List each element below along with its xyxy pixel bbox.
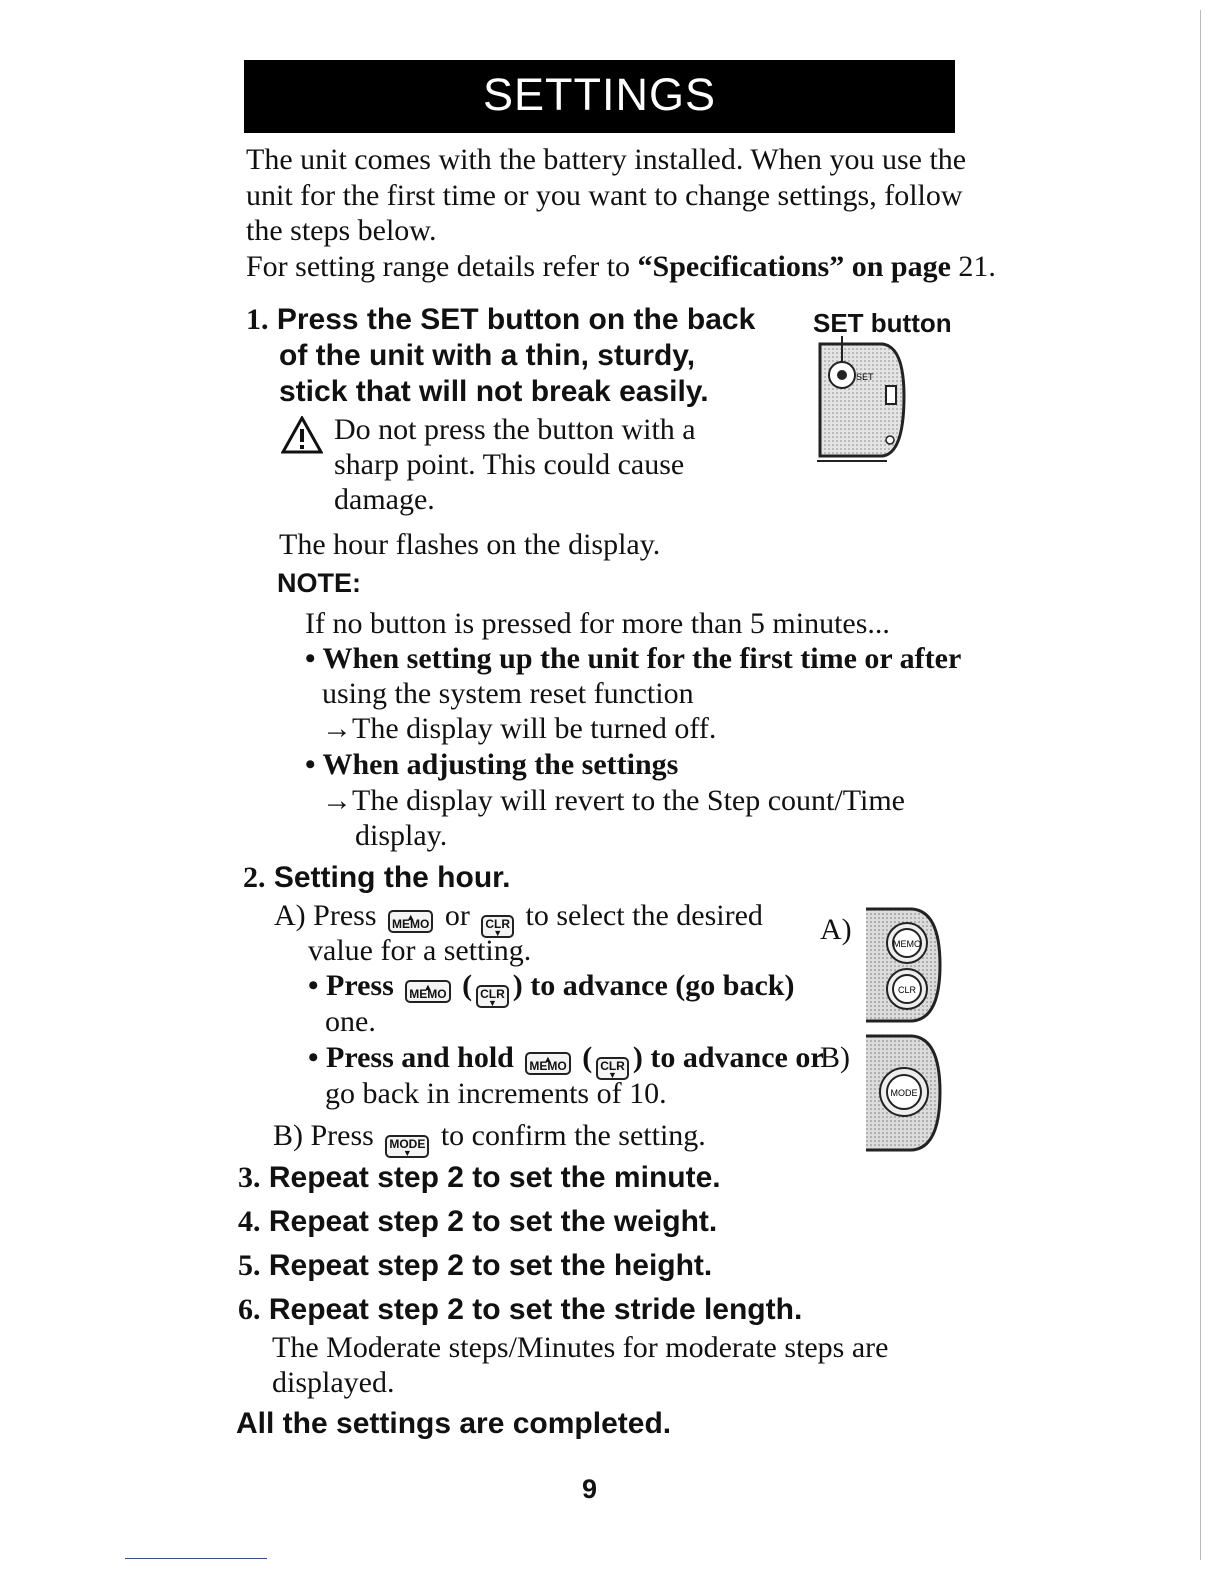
memo-button-icon: ▲ MEMO [405, 980, 450, 1003]
warning-line-3: damage. [334, 483, 435, 516]
memo-button-icon: ▲ MEMO [388, 910, 433, 933]
step6-number: 6. [238, 1293, 261, 1326]
step2-a-or: or [444, 899, 470, 932]
intro-ref-page: 21. [950, 250, 996, 283]
memo-label-tiny: MEMO [893, 939, 921, 949]
step2-a-bullet2-paren: ( [582, 1041, 593, 1074]
note-bullet-1: • When setting up the unit for the first time or after [305, 642, 962, 675]
step1-heading-line1: Press the SET button on the back [276, 303, 756, 336]
step4-number: 4. [238, 1205, 261, 1238]
step2-number: 2. [243, 861, 266, 894]
intro-line-3: the steps below. [246, 214, 437, 247]
step2-a-bullet1-paren: ( [462, 969, 473, 1002]
figure-a-label: A) [820, 913, 852, 946]
mode-button-icon: ▼ MODE [385, 1135, 429, 1158]
step2-a-line2: value for a setting. [308, 934, 532, 967]
step2-a-rest: to select the desired [525, 899, 763, 932]
step3-text: Repeat step 2 to set the minute. [268, 1161, 721, 1194]
section-title: SETTINGS [482, 69, 717, 120]
note-bullet-2: • When adjusting the settings [305, 748, 679, 781]
step2-a-bullet1-pre: • Press [308, 969, 394, 1002]
page-number: 9 [582, 1474, 598, 1504]
note-bullet-1-line2: using the system reset function [322, 677, 694, 710]
step5 [238, 1248, 712, 1284]
step5-text: Repeat step 2 to set the height. [268, 1249, 713, 1282]
step6-text: Repeat step 2 to set the stride length. [268, 1293, 803, 1326]
note-intro: If no button is pressed for more than 5 minutes... [305, 607, 890, 640]
clr-label-tiny: CLR [897, 985, 917, 995]
step1-heading [246, 302, 755, 338]
warning-line-1: Do not press the button with a [334, 413, 696, 446]
note-bullet-2-result-cont: display. [355, 819, 448, 852]
note-label: NOTE: [277, 568, 361, 598]
step2-a-bullet1 [308, 968, 794, 1008]
step2-b-pre: B) Press [273, 1119, 374, 1152]
step2-heading [243, 860, 511, 896]
step5-number: 5. [238, 1249, 261, 1282]
step1-number: 1. [246, 303, 269, 336]
step3-number: 3. [238, 1161, 261, 1194]
page-edge-line [1200, 10, 1201, 1560]
memo-clr-buttons-illustration [862, 905, 944, 1025]
step2-a-bullet2 [308, 1040, 824, 1080]
step4-text: Repeat step 2 to set the weight. [268, 1205, 718, 1238]
warning-icon [281, 416, 323, 454]
clr-button-icon: ▼ CLR [476, 985, 509, 1008]
intro-ref-link: “Specifications” on page [637, 250, 951, 283]
footer-rule [125, 1558, 267, 1559]
completion-message: All the settings are completed. [236, 1407, 672, 1440]
note-bullet-2-result: →The display will revert to the Step count/Time [322, 784, 905, 817]
step2-a-bullet1-post: ) to advance (go back) [512, 969, 795, 1002]
step6 [238, 1292, 802, 1328]
intro-line-2: unit for the first time or you want to change settings, follow [246, 179, 963, 212]
step1-heading-line3: stick that will not break easily. [279, 375, 709, 408]
step3 [238, 1160, 721, 1196]
step4 [238, 1204, 717, 1240]
step1-heading-line2: of the unit with a thin, sturdy, [279, 339, 696, 372]
step2-a-label: A) Press [274, 899, 377, 932]
intro-ref-prefix: For setting range details refer to [246, 250, 638, 283]
step1-result: The hour flashes on the display. [279, 528, 661, 561]
section-title-bar [244, 60, 955, 133]
intro-line-4 [246, 249, 996, 284]
step2-a-line1 [274, 898, 763, 938]
mode-label-tiny: MODE [890, 1088, 918, 1098]
step2-b-line [273, 1118, 706, 1158]
step2-a-bullet1-line2: one. [325, 1005, 376, 1038]
clr-button-icon: ▼ CLR [596, 1057, 629, 1080]
mode-button-illustration [862, 1032, 944, 1154]
set-button-figure-label: SET button [813, 308, 952, 338]
clr-button-icon: ▼ CLR [481, 915, 514, 938]
set-label-tiny: SET [856, 372, 874, 382]
memo-button-icon: ▲ MEMO [525, 1052, 570, 1075]
intro-line-1: The unit comes with the battery installed. When you use the [246, 143, 967, 176]
step2-a-bullet2-post: ) to advance or [632, 1041, 824, 1074]
step2-b-post: to confirm the setting. [440, 1119, 706, 1152]
step2-a-bullet2-line2: go back in increments of 10. [325, 1077, 667, 1110]
warning-line-2: sharp point. This could cause [334, 448, 685, 481]
note-bullet-1-result: →The display will be turned off. [322, 712, 717, 745]
step2-a-bullet2-pre: • Press and hold [308, 1041, 514, 1074]
step6-line2: The Moderate steps/Minutes for moderate steps are [272, 1331, 889, 1364]
figure-b-label: B) [820, 1041, 850, 1074]
set-button-illustration [812, 336, 912, 466]
step6-line3: displayed. [272, 1366, 395, 1399]
step2-heading-text: Setting the hour. [273, 861, 511, 894]
